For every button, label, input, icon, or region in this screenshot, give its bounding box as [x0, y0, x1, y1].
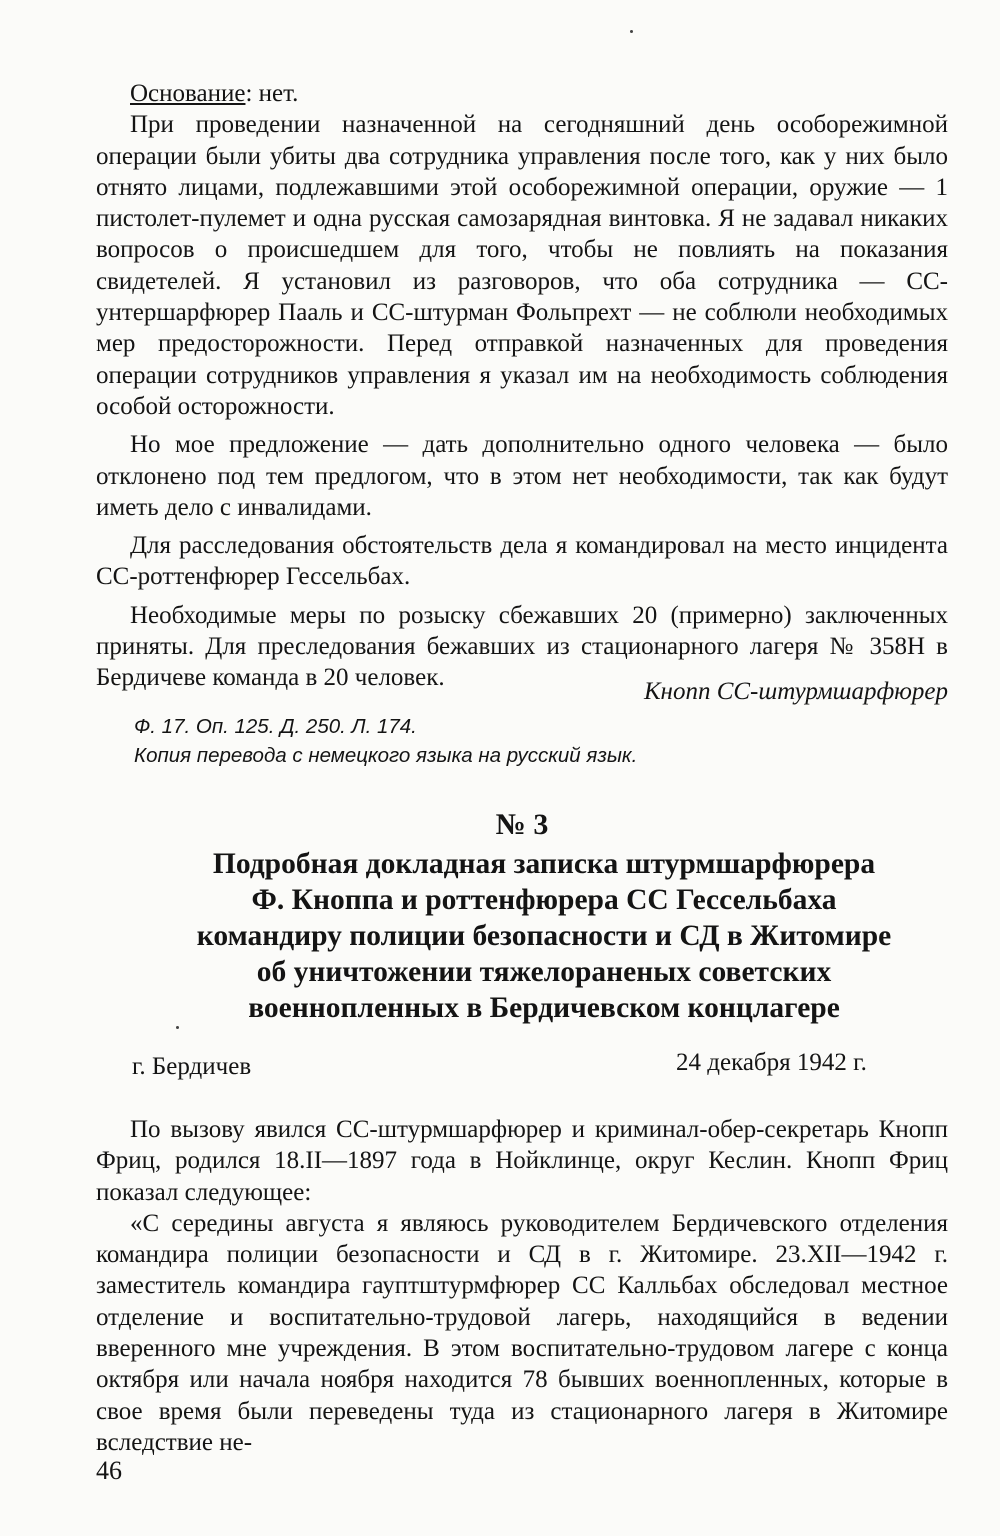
title-line: Ф. Кноппа и роттенфюрера СС Гессельбаха — [251, 884, 837, 916]
basis-value: : нет. — [245, 80, 299, 107]
basis-line — [96, 78, 948, 109]
document-number: № 3 — [495, 808, 549, 841]
paragraph: Необходимые меры по розыску сбежавших 20 (примерно) заключенных приняты. Для преследования бежавших из стационарного лагеря № 358Н в Бердичеве команда в 20 человек. — [96, 601, 948, 692]
paragraph: При проведении назначенной на сегодняшний день особорежимной операции были убиты два сотрудника управления после того, как у них было отнято лицами, подлежавшими этой особорежимной операции, оружие — 1 пистолет-пулемет и одна русская самозарядная винтовка. Я не задавал никаких вопросов о происшедшем для того, чтобы не повлиять на показания свидетелей. Я установил из разговоров, что оба сотрудника — СС-унтершарфюрер Пааль и СС-штурман Фольпрехт — не соблюли необходимых мер предосторожности. Перед отправкой назначенных для проведения операции сотрудников управления я указал им на необходимость соблюдения особой осторожности. — [96, 111, 948, 420]
title-line: военнопленных в Бердичевском концлагере — [248, 992, 840, 1024]
translation-note: Копия перевода с немецкого языка на русский язык. — [134, 744, 638, 767]
signature: Кнопп СС-штурмшарфюрер — [643, 678, 948, 705]
document-title — [96, 846, 992, 1026]
archive-source — [134, 712, 637, 770]
document-body — [96, 1114, 948, 1458]
paragraph: По вызову явился СС-штурмшарфюрер и криминал-обер-секретарь Кнопп Фриц, родился 18.II—1897 года в Нойклинце, округ Кеслин. Кнопп Фриц показал следующее: — [96, 1116, 948, 1206]
title-line: командиру полиции безопасности и СД в Житомире — [196, 920, 892, 952]
document-date: 24 декабря 1942 г. — [676, 1049, 867, 1076]
paragraph: Для расследования обстоятельств дела я командировал на место инцидента СС-роттенфюрер Гессельбах. — [96, 532, 948, 591]
title-line: Подробная докладная записка штурмшарфюрера — [212, 848, 876, 880]
basis-label: Основание — [130, 80, 246, 107]
paragraph: Но мое предложение — дать дополнительно одного человека — было отклонено под тем предлогом, что в этом нет необходимости, так как будут иметь дело с инвалидами. — [96, 431, 948, 521]
page-number: 46 — [96, 1456, 122, 1485]
print-speck — [630, 30, 633, 33]
title-line: об уничтожении тяжелораненых советских — [256, 956, 832, 988]
archive-reference: Ф. 17. Оп. 125. Д. 250. Л. 174. — [134, 715, 417, 738]
print-speck — [176, 1026, 179, 1029]
paragraph: «С середины августа я являюсь руководителем Бердичевского отделения командира полиции безопасности и СД в г. Житомире. 23.XII—1942 г. заместитель командира гауптштурмфюрер СС Калльбах обследовал местное отделение и воспитательно-трудовой лагерь, находящийся в ведении вверенного мне учреждения. В этом воспитательно-трудовом лагере с конца октября или начала ноября находится 78 бывших военнопленных, которые в свое время были переведены туда из стационарного лагеря в Житомире вследствие не- — [96, 1209, 948, 1456]
document-place: г. Бердичев — [132, 1053, 252, 1080]
continued-text — [96, 78, 948, 694]
